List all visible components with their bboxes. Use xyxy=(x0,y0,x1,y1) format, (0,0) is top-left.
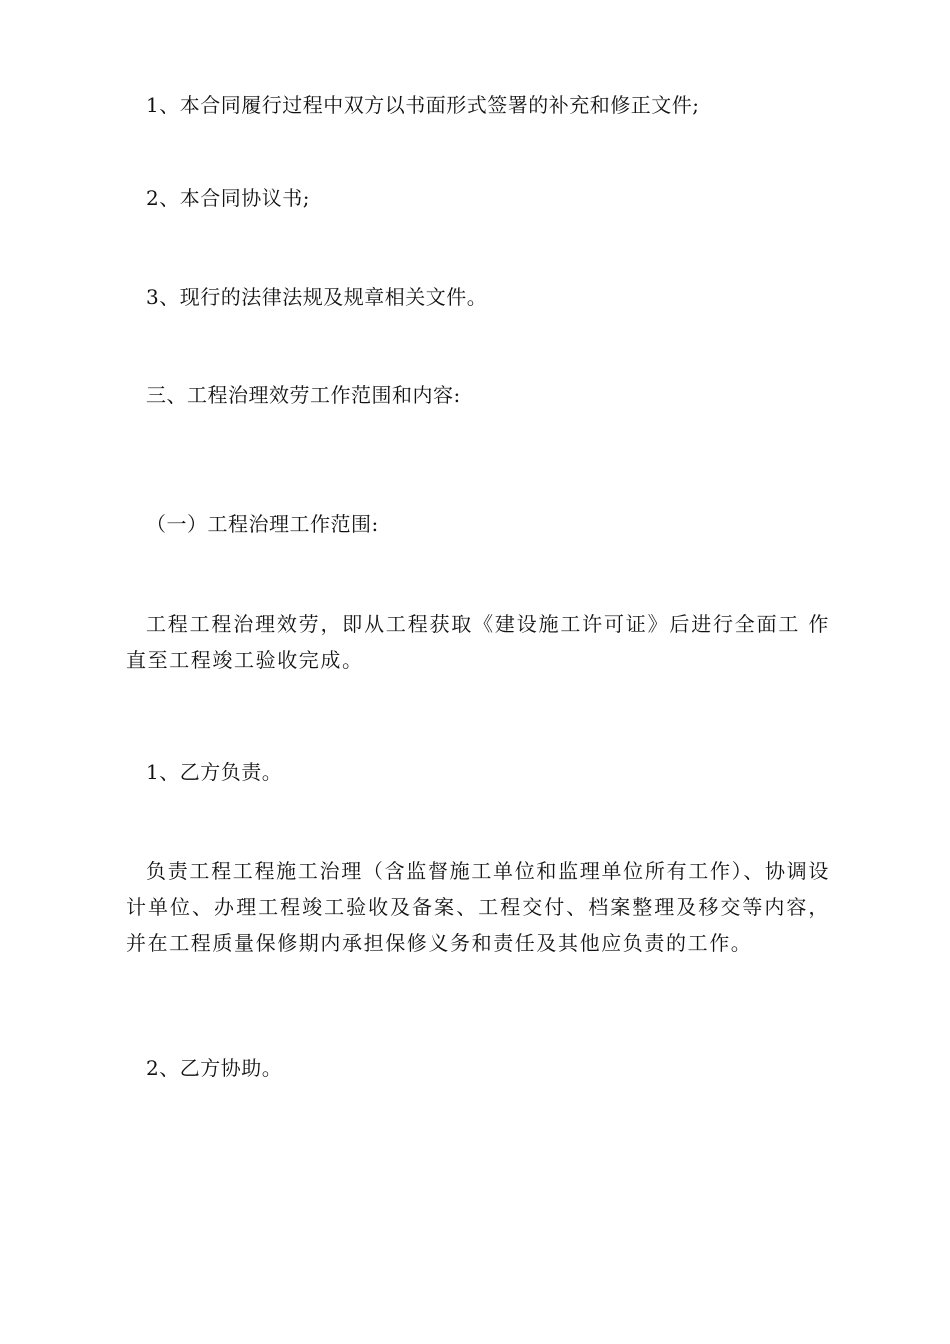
list-item-2: 2、本合同协议书; xyxy=(146,186,310,210)
item-party-b-assist: 2、乙方协助。 xyxy=(146,1056,283,1080)
item-party-b-responsible: 1、乙方负责。 xyxy=(146,760,283,784)
list-item-3: 3、现行的法律法规及规章相关文件。 xyxy=(146,285,488,309)
section-heading-3: 三、工程治理效劳工作范围和内容: xyxy=(146,383,461,407)
responsibility-paragraph: 负责工程工程施工治理（含监督施工单位和监理单位所有工作）、协调设计单位、办理工程竣工验收及备案、工程交付、档案整理及移交等内容，并在工程质量保修期内承担保修义务和责任及其他应负责的工作。 xyxy=(126,859,830,955)
list-item-1: 1、本合同履行过程中双方以书面形式签署的补充和修正文件; xyxy=(146,93,700,117)
subsection-heading-1: （一）工程治理工作范围: xyxy=(146,512,379,536)
scope-paragraph: 工程工程治理效劳，即从工程获取《建设施工许可证》后进行全面工 作直至工程竣工验收完成。 xyxy=(126,612,830,672)
